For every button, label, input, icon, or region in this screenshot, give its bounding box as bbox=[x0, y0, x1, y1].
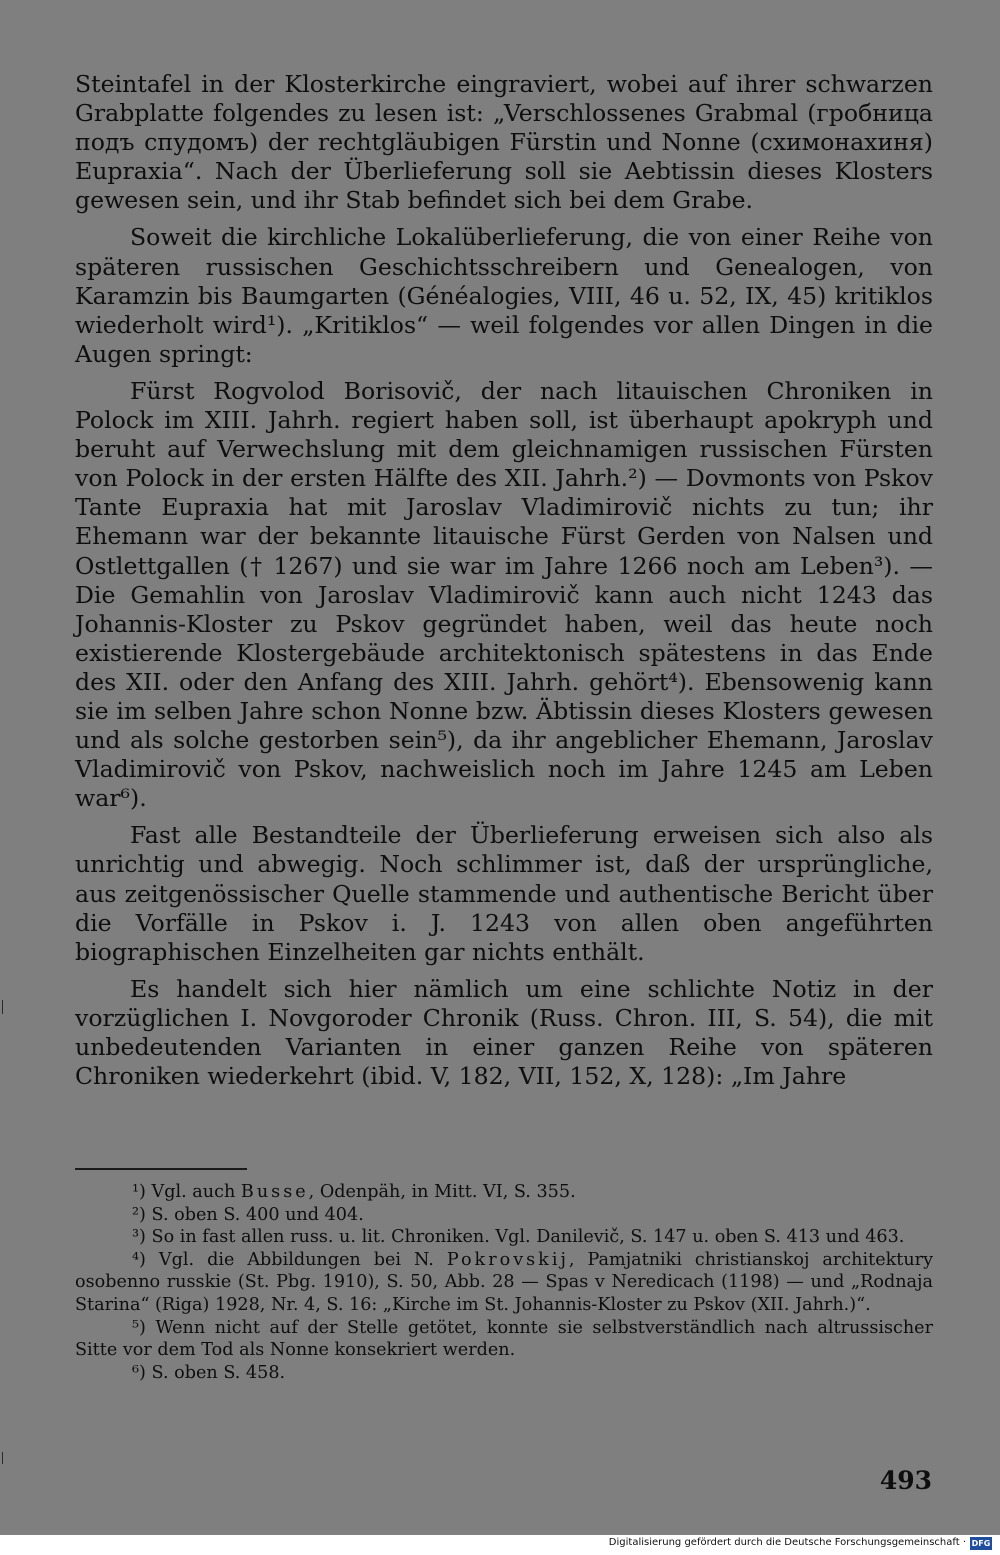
footnote-6 bbox=[75, 1362, 933, 1385]
paragraph-4: Fast alle Bestandteile der Überlieferung erweisen sich also als unrichtig und abwegig. Noch schlimmer ist, daß der ursprüngliche, aus zeitgenössischer Quelle stammende und authentische Bericht über die Vorfälle in Pskov i. J. 1243 von allen oben angeführten biographischen Einzelheiten gar nichts enthält. bbox=[75, 821, 933, 966]
footnote-4 bbox=[75, 1249, 933, 1317]
margin-mark bbox=[2, 1452, 3, 1464]
footnote-3 bbox=[75, 1226, 933, 1249]
footnote-4-marker: ⁴) bbox=[132, 1249, 146, 1270]
footnote-3-marker: ³) bbox=[132, 1227, 146, 1248]
footnote-1-marker: ¹) bbox=[132, 1182, 146, 1202]
dfg-logo-icon: DFG bbox=[971, 1539, 991, 1548]
paragraph-2: Soweit die kirchliche Lokalüberlieferung, die von einer Reihe von späteren russischen Geschichtsschreibern und Genealogen, von Karamzin bis Baumgarten (Généalogies, VIII, 46 u. 52, IX, 45) kritiklos wiederholt wird¹). „Kritiklos“ — weil folgendes vor allen Dingen in die Augen springt: bbox=[75, 223, 933, 368]
footnote-3-text: So in fast allen russ. u. lit. Chroniken. Vgl. Danilevič, S. 147 u. oben S. 413 und 463. bbox=[151, 1227, 905, 1248]
footnote-5-text: Wenn nicht auf der Stelle getötet, konnte sie selbstverständlich nach altrussischer Sitte vor dem Tod als Nonne konsekriert werden. bbox=[75, 1317, 934, 1361]
margin-mark bbox=[2, 1000, 3, 1014]
footnote-1 bbox=[75, 1181, 933, 1204]
footnote-2-marker: ²) bbox=[132, 1204, 146, 1225]
footnote-4-text-before: Vgl. die Abbildungen bei N. bbox=[158, 1249, 447, 1270]
footnote-5-marker: ⁵) bbox=[132, 1317, 146, 1338]
paragraph-1: Steintafel in der Klosterkirche eingraviert, wobei auf ihrer schwarzen Grabplatte folgendes zu lesen ist: „Verschlossenes Grabmal (гробница подъ спудомъ) der rechtgläubigen Fürstin und Nonne (схимонахиня) Eupraxia“. Nach der Überlieferung soll sie Aebtissin dieses Klosters gewesen sein, und ihr Stab befindet sich bei dem Grabe. bbox=[75, 70, 933, 215]
footnote-2 bbox=[75, 1204, 933, 1227]
main-text bbox=[75, 70, 933, 1091]
footnotes bbox=[75, 1181, 933, 1384]
page-number: 493 bbox=[879, 1466, 932, 1495]
footnote-1-text-before: Vgl. auch bbox=[151, 1182, 241, 1202]
footnote-6-marker: ⁶) bbox=[132, 1362, 146, 1383]
footnote-4-author: Pokrovskij bbox=[446, 1249, 569, 1270]
paragraph-5: Es handelt sich hier nämlich um eine schlichte Notiz in der vorzüglichen I. Novgoroder Chronik (Russ. Chron. III, S. 54), die mit unbedeutenden Varianten in einer ganzen Reihe von späteren Chroniken wiederkehrt (ibid. V, 182, VII, 152, X, 128): „Im Jahre bbox=[75, 974, 933, 1091]
footnote-4-text-after: , Pamjatniki christianskoj architektury osobenno russkie (St. Pbg. 1910), S. 50, Abb. 28 — Spas v Neredicach (1198) — und „Rodnaja Starina“ (Riga) 1928, Nr. 4, S. 16: „Kirche im St. Johannis-Kloster zu Pskov (XII. Jahrh.)“. bbox=[75, 1249, 934, 1315]
footnote-separator bbox=[75, 1168, 247, 1170]
footnote-2-text: S. oben S. 400 und 404. bbox=[151, 1204, 364, 1225]
footnote-6-text: S. oben S. 458. bbox=[151, 1362, 286, 1383]
footnote-5 bbox=[75, 1317, 933, 1362]
footnote-1-text-after: , Odenpäh, in Mitt. VI, S. 355. bbox=[308, 1182, 576, 1202]
paragraph-3: Fürst Rogvolod Borisovič, der nach litauischen Chroniken in Polock im XIII. Jahrh. regiert haben soll, ist überhaupt apokryph und beruht auf Verwechslung mit dem gleichnamigen russischen Fürsten von Polock in der ersten Hälfte des XII. Jahrh.²) — Dovmonts von Pskov Tante Eupraxia hat mit Jaroslav Vladimirovič nichts zu tun; ihr Ehemann war der bekannte litauische Fürst Gerden von Nalsen und Ostlettgallen († 1267) und sie war im Jahre 1266 noch am Leben³). — Die Gemahlin von Jaroslav Vladimirovič kann auch nicht 1243 das Johannis-Kloster zu Pskov gegründet haben, weil das heute noch existierende Klostergebäude architektonisch spätestens in das Ende des XII. oder den Anfang des XIII. Jahrh. gehört⁴). Ebensowenig kann sie im selben Jahre schon Nonne bzw. Äbtissin dieses Klosters gewesen und als solche gestorben sein⁵), da ihr angeblicher Ehemann, Jaroslav Vladimirovič von Pskov, nachweislich noch im Jahre 1245 am Leben war⁶). bbox=[75, 376, 933, 813]
footnote-1-author: Busse bbox=[240, 1182, 309, 1202]
digitization-credit: Digitalisierung gefördert durch die Deutsche Forschungsgemeinschaft · bbox=[608, 1537, 966, 1548]
